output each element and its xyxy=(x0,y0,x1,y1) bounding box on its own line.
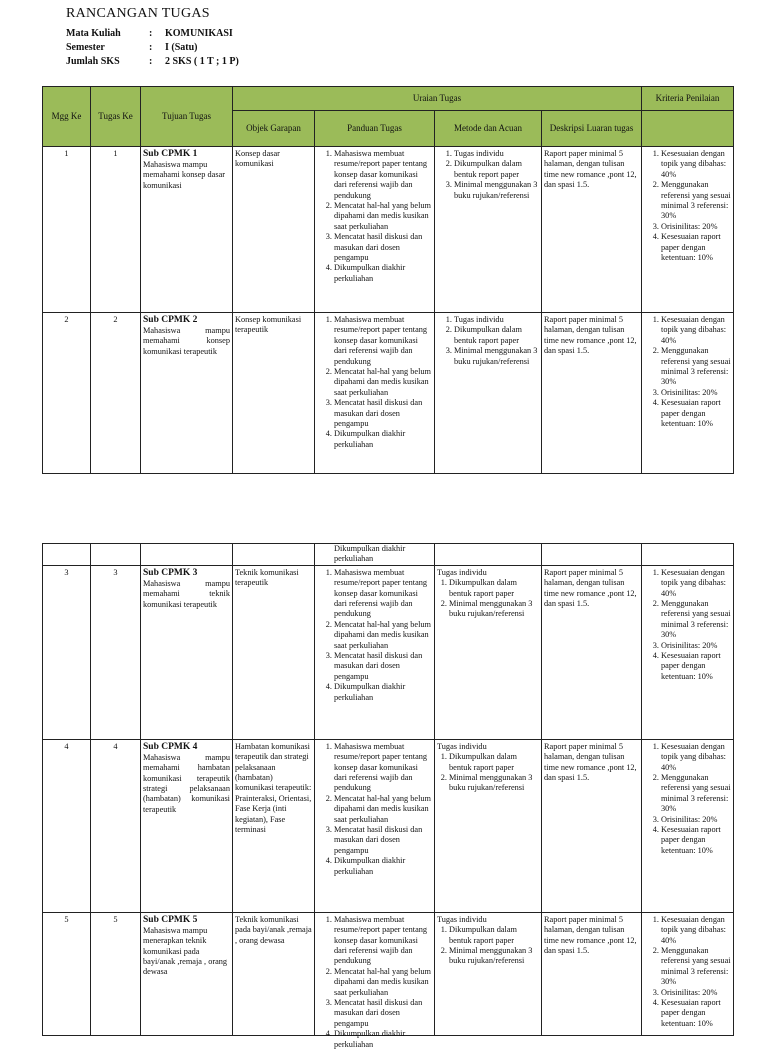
meta-row-mata-kuliah: Mata Kuliah : KOMUNIKASI xyxy=(66,28,239,42)
meta-key: Jumlah SKS xyxy=(66,56,120,67)
course-meta xyxy=(66,28,239,70)
cell-tugas: 2 xyxy=(91,313,141,474)
cell-metode: 1. Tugas individu 2. Dikumpulkan dalam bentuk raport paper 3. Minimal menggunakan 3 buku rujukan/referensi xyxy=(435,313,542,474)
cell-panduan: 1. Mahasiswa membuat resume/report paper tentang konsep dasar komunikasi dari referensi wajib dan pendukung 2. Mencatat hal-hal yang belum dipahami dan medis kusikan saat perkuliahan 3. Mencatat hasil diskusi dan masukan dari dosen pengampu 4. Dikumpulkan diakhir perkuliahan xyxy=(315,147,435,313)
table-row xyxy=(43,565,734,739)
cell-metode: Tugas individu 1. Dikumpulkan dalam bentuk raport paper 2. Minimal menggunakan 3 buku rujukan/referensi xyxy=(435,739,542,912)
cell-tugas: 3 xyxy=(91,565,141,739)
cell-panduan: 1. Mahasiswa membuat resume/report paper tentang konsep dasar komunikasi dari referensi wajib dan pendukung 2. Mencatat hal-hal yang belum dipahami dan medis kusikan saat perkuliahan 3. Mencatat hasil diskusi dan masukan dari dosen pengampu 4. Dikumpulkan diakhir perkuliahan xyxy=(315,912,435,1035)
cell-mgg: 3 xyxy=(43,565,91,739)
cell-mgg: 2 xyxy=(43,313,91,474)
continuation-row xyxy=(43,544,734,566)
cell-kriteria: 1. Kesesuaian dengan topik yang dibahas: 40% 2. Menggunakan referensi yang sesuai minimal 3 referensi: 30% 3. Orisinilitas: 20% 4. Kesesuaian raport paper dengan ketentuan: 10% xyxy=(642,313,734,474)
header-tujuan: Tujuan Tugas xyxy=(141,87,233,147)
cell-tugas: 1 xyxy=(91,147,141,313)
cell-tujuan xyxy=(141,565,233,739)
cell-tugas: 5 xyxy=(91,912,141,1035)
cell-deskripsi: Raport paper minimal 5 halaman, dengan tulisan time new romance ,pont 12, dan spasi 1.5. xyxy=(542,912,642,1035)
cpmk-label: Sub CPMK 4 xyxy=(143,741,198,752)
tujuan-text: Mahasiswa mampu memahami teknik komunikasi terapeutik xyxy=(143,578,230,609)
tujuan-text: Mahasiswa mampu memahami konsep dasar komunikasi xyxy=(143,160,226,190)
header-panduan: Panduan Tugas xyxy=(315,111,435,147)
header-metode: Metode dan Acuan xyxy=(435,111,542,147)
cell-kriteria: 1. Kesesuaian dengan topik yang dibahas: 40% 2. Menggunakan referensi yang sesuai minimal 3 referensi: 30% 3. Orisinilitas: 20% 4. Kesesuaian raport paper dengan ketentuan: 10% xyxy=(642,739,734,912)
meta-value: 2 SKS ( 1 T ; 1 P) xyxy=(165,56,239,67)
cell-objek: Hambatan komunikasi terapeutik dan strategi pelaksanaan (hambatan) komunikasi terapeutik: Prainteraksi, Orientasi, Fase Kerja (inti kegiatan), Fase terminasi xyxy=(233,739,315,912)
cell-tujuan xyxy=(141,739,233,912)
cell-mgg: 1 xyxy=(43,147,91,313)
tujuan-text: Mahasiswa mampu memahami konsep komunikasi terapeutik xyxy=(143,326,230,356)
meta-value: KOMUNIKASI xyxy=(165,28,233,39)
assignment-table-page-2 xyxy=(42,543,734,1049)
cell-tujuan xyxy=(141,912,233,1035)
cell-deskripsi: Raport paper minimal 5 halaman, dengan tulisan time new romance ,pont 12, dan spasi 1.5. xyxy=(542,147,642,313)
cell-tujuan xyxy=(141,147,233,313)
document-title: RANCANGAN TUGAS xyxy=(66,6,210,21)
tujuan-text: Mahasiswa mampu memahami hambatan komunikasi terapeutik strategi pelaksanaan (hambatan) komunikasi terapeutik xyxy=(143,752,230,814)
meta-value: I (Satu) xyxy=(165,42,198,53)
cell-panduan: 1. Mahasiswa membuat resume/report paper tentang konsep dasar komunikasi dari referensi wajib dan pendukung 2. Mencatat hal-hal yang belum dipahami dan medis kusikan saat perkuliahan 3. Mencatat hasil diskusi dan masukan dari dosen pengampu 4. Dikumpulkan diakhir perkuliahan xyxy=(315,565,435,739)
table-row xyxy=(43,739,734,912)
header-uraian: Uraian Tugas xyxy=(233,87,642,111)
cpmk-label: Sub CPMK 1 xyxy=(143,149,198,159)
cell-metode: Tugas individu 1. Dikumpulkan dalam bentuk raport paper 2. Minimal menggunakan 3 buku rujukan/referensi xyxy=(435,565,542,739)
cpmk-label: Sub CPMK 2 xyxy=(143,315,198,325)
cell-objek: Konsep komunikasi terapeutik xyxy=(233,313,315,474)
cell-mgg: 4 xyxy=(43,739,91,912)
cell-tugas: 4 xyxy=(91,739,141,912)
continued-text: Dikumpulkan diakhir perkuliahan xyxy=(315,544,435,566)
table-row xyxy=(43,313,734,474)
cell-deskripsi: Raport paper minimal 5 halaman, dengan tulisan time new romance ,pont 12, dan spasi 1.5. xyxy=(542,739,642,912)
header-tugas: Tugas Ke xyxy=(91,87,141,147)
cell-deskripsi: Raport paper minimal 5 halaman, dengan tulisan time new romance ,pont 12, dan spasi 1.5. xyxy=(542,565,642,739)
header-objek: Objek Garapan xyxy=(233,111,315,147)
assignment-table-page-1 xyxy=(42,86,734,474)
cell-kriteria: 1. Kesesuaian dengan topik yang dibahas: 40% 2. Menggunakan referensi yang sesuai minimal 3 referensi: 30% 3. Orisinilitas: 20% 4. Kesesuaian raport paper dengan ketentuan: 10% xyxy=(642,147,734,313)
header-mgg: Mgg Ke xyxy=(43,87,91,147)
cell-kriteria: 1. Kesesuaian dengan topik yang dibahas: 40% 2. Menggunakan referensi yang sesuai minimal 3 referensi: 30% 3. Orisinilitas: 20% 4. Kesesuaian raport paper dengan ketentuan: 10% xyxy=(642,912,734,1035)
cell-tujuan xyxy=(141,313,233,474)
cpmk-label: Sub CPMK 3 xyxy=(143,567,198,578)
cell-objek: Konsep dasar komunikasi xyxy=(233,147,315,313)
cell-mgg: 5 xyxy=(43,912,91,1035)
tujuan-text: Mahasiswa mampu menerapkan teknik komunikasi pada bayi/anak ,remaja , orang dewasa xyxy=(143,925,228,977)
table-row xyxy=(43,912,734,1035)
meta-row-jumlah-sks: Jumlah SKS : 2 SKS ( 1 T ; 1 P) xyxy=(66,56,239,70)
cpmk-label: Sub CPMK 5 xyxy=(143,914,198,925)
cell-panduan: 1. Mahasiswa membuat resume/report paper tentang konsep dasar komunikasi dari referensi wajib dan pendukung 2. Mencatat hal-hal yang belum dipahami dan medis kusikan saat perkuliahan 3. Mencatat hasil diskusi dan masukan dari dosen pengampu 4. Dikumpulkan diakhir perkuliahan xyxy=(315,313,435,474)
cell-metode: Tugas individu 1. Dikumpulkan dalam bentuk raport paper 2. Minimal menggunakan 3 buku rujukan/referensi xyxy=(435,912,542,1035)
cell-kriteria: 1. Kesesuaian dengan topik yang dibahas: 40% 2. Menggunakan referensi yang sesuai minimal 3 referensi: 30% 3. Orisinilitas: 20% 4. Kesesuaian raport paper dengan ketentuan: 10% xyxy=(642,565,734,739)
meta-key: Semester xyxy=(66,42,105,53)
meta-row-semester: Semester : I (Satu) xyxy=(66,42,239,56)
cell-objek: Teknik komunikasi terapeutik xyxy=(233,565,315,739)
header-deskripsi: Deskripsi Luaran tugas xyxy=(542,111,642,147)
meta-key: Mata Kuliah xyxy=(66,28,121,39)
cell-metode: 1. Tugas individu 2. Dikumpulkan dalam bentuk report paper 3. Minimal menggunakan 3 buku rujukan/referensi xyxy=(435,147,542,313)
cell-panduan: 1. Mahasiswa membuat resume/report paper tentang konsep dasar komunikasi dari referensi wajib dan pendukung 2. Mencatat hal-hal yang belum dipahami dan medis kusikan saat perkuliahan 3. Mencatat hasil diskusi dan masukan dari dosen pengampu 4. Dikumpulkan diakhir perkuliahan xyxy=(315,739,435,912)
header-kriteria: Kriteria Penilaian xyxy=(642,87,734,111)
cell-objek: Teknik komunikasi pada bayi/anak ,remaja , orang dewasa xyxy=(233,912,315,1035)
cell-deskripsi: Raport paper minimal 5 halaman, dengan tulisan time new romance ,pont 12, dan spasi 1.5. xyxy=(542,313,642,474)
table-row xyxy=(43,147,734,313)
